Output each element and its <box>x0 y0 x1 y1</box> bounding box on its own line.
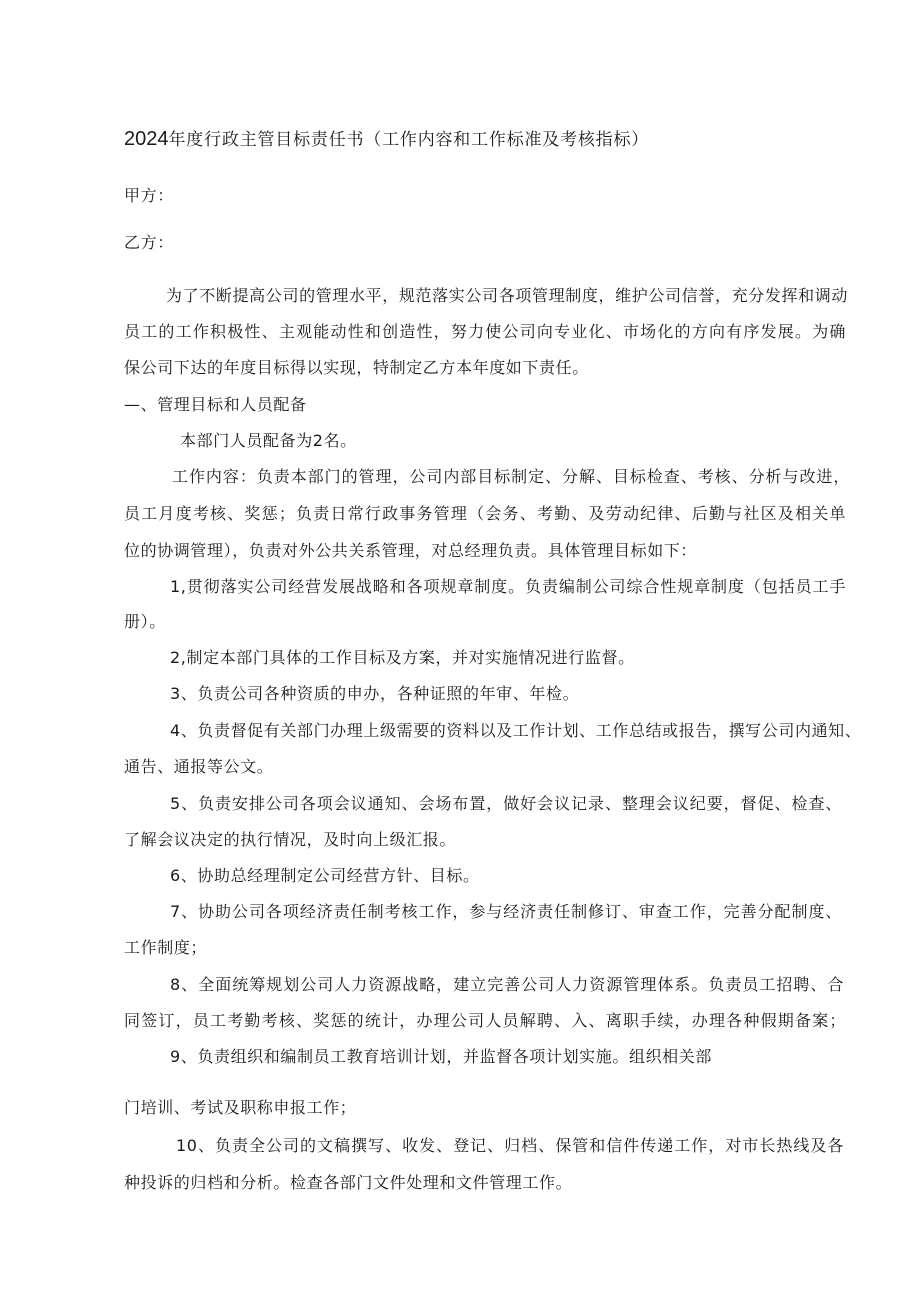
item-6: 6、协助总经理制定公司经营方针、目标。 <box>170 866 480 885</box>
item-9-line-2: 门培训、考试及职称申报工作； <box>124 1098 357 1117</box>
intro-line-2: 员工的工作积极性、主观能动性和创造性，努力使公司向专业化、市场化的方向有序发展。为确 <box>124 322 846 341</box>
item-8-line-2: 同签订，员工考勤考核、奖惩的统计，办理公司人员解聘、入、离职手续，办理各种假期备案； <box>124 1011 846 1030</box>
item-10-line-1: 10、负责全公司的文稿撰写、收发、登记、归档、保管和信件传递工作，对市长热线及各 <box>176 1136 844 1155</box>
work-content-line-2: 员工月度考核、奖惩；负责日常行政事务管理（会务、考勤、及劳动纪律、后勤与社区及相关单 <box>124 504 846 523</box>
party-b-label: 乙方： <box>124 233 174 252</box>
work-content-line-3: 位的协调管理），负责对外公共关系管理，对总经理负责。具体管理目标如下： <box>124 541 698 560</box>
title-text: 年度行政主管目标责任书（工作内容和工作标准及考核指标） <box>168 130 650 150</box>
document-title <box>124 128 649 151</box>
item-3: 3、负责公司各种资质的申办，各种证照的年审、年检。 <box>170 684 580 703</box>
item-10-line-2: 种投诉的归档和分析。检查各部门文件处理和文件管理工作。 <box>124 1173 573 1192</box>
party-a-label: 甲方： <box>124 186 174 205</box>
item-1-line-2: 册）。 <box>124 612 166 631</box>
item-2: 2,制定本部门具体的工作目标及方案，并对实施情况进行监督。 <box>170 648 635 667</box>
item-7-line-1: 7、协助公司各项经济责任制考核工作，参与经济责任制修订、审查工作，完善分配制度、 <box>170 902 842 921</box>
item-5-line-2: 了解会议决定的执行情况，及时向上级汇报。 <box>124 830 457 849</box>
section-1-heading: —、管理目标和人员配备 <box>124 395 307 414</box>
intro-line-1: 为了不断提高公司的管理水平，规范落实公司各项管理制度，维护公司信誉，充分发挥和调动 <box>166 286 848 305</box>
intro-line-3: 保公司下达的年度目标得以实现，特制定乙方本年度如下责任。 <box>124 358 589 377</box>
item-4-line-1: 4、负责督促有关部门办理上级需要的资料以及工作计划、工作总结或报告，撰写公司内通知、 <box>170 721 862 740</box>
work-content-line-1: 工作内容：负责本部门的管理，公司内部目标制定、分解、目标检查、考核、分析与改进， <box>172 467 850 486</box>
item-8-line-1: 8、全面统筹规划公司人力资源战略，建立完善公司人力资源管理体系。负责员工招聘、合 <box>170 975 844 994</box>
item-5-line-1: 5、负责安排公司各项会议通知、会场布置，做好会议记录、整理会议纪要，督促、检查、 <box>170 794 842 813</box>
title-year: 2024 <box>124 128 169 150</box>
item-9-line-1: 9、负责组织和编制员工教育培训计划，并监督各项计划实施。组织相关部 <box>170 1047 712 1066</box>
item-4-line-2: 通告、通报等公文。 <box>124 757 274 776</box>
staffing-line: 本部门人员配备为2名。 <box>180 431 357 450</box>
item-1-line-1: 1,贯彻落实公司经营发展战略和各项规章制度。负责编制公司综合性规章制度（包括员工手 <box>170 577 846 596</box>
item-7-line-2: 工作制度； <box>124 938 208 957</box>
